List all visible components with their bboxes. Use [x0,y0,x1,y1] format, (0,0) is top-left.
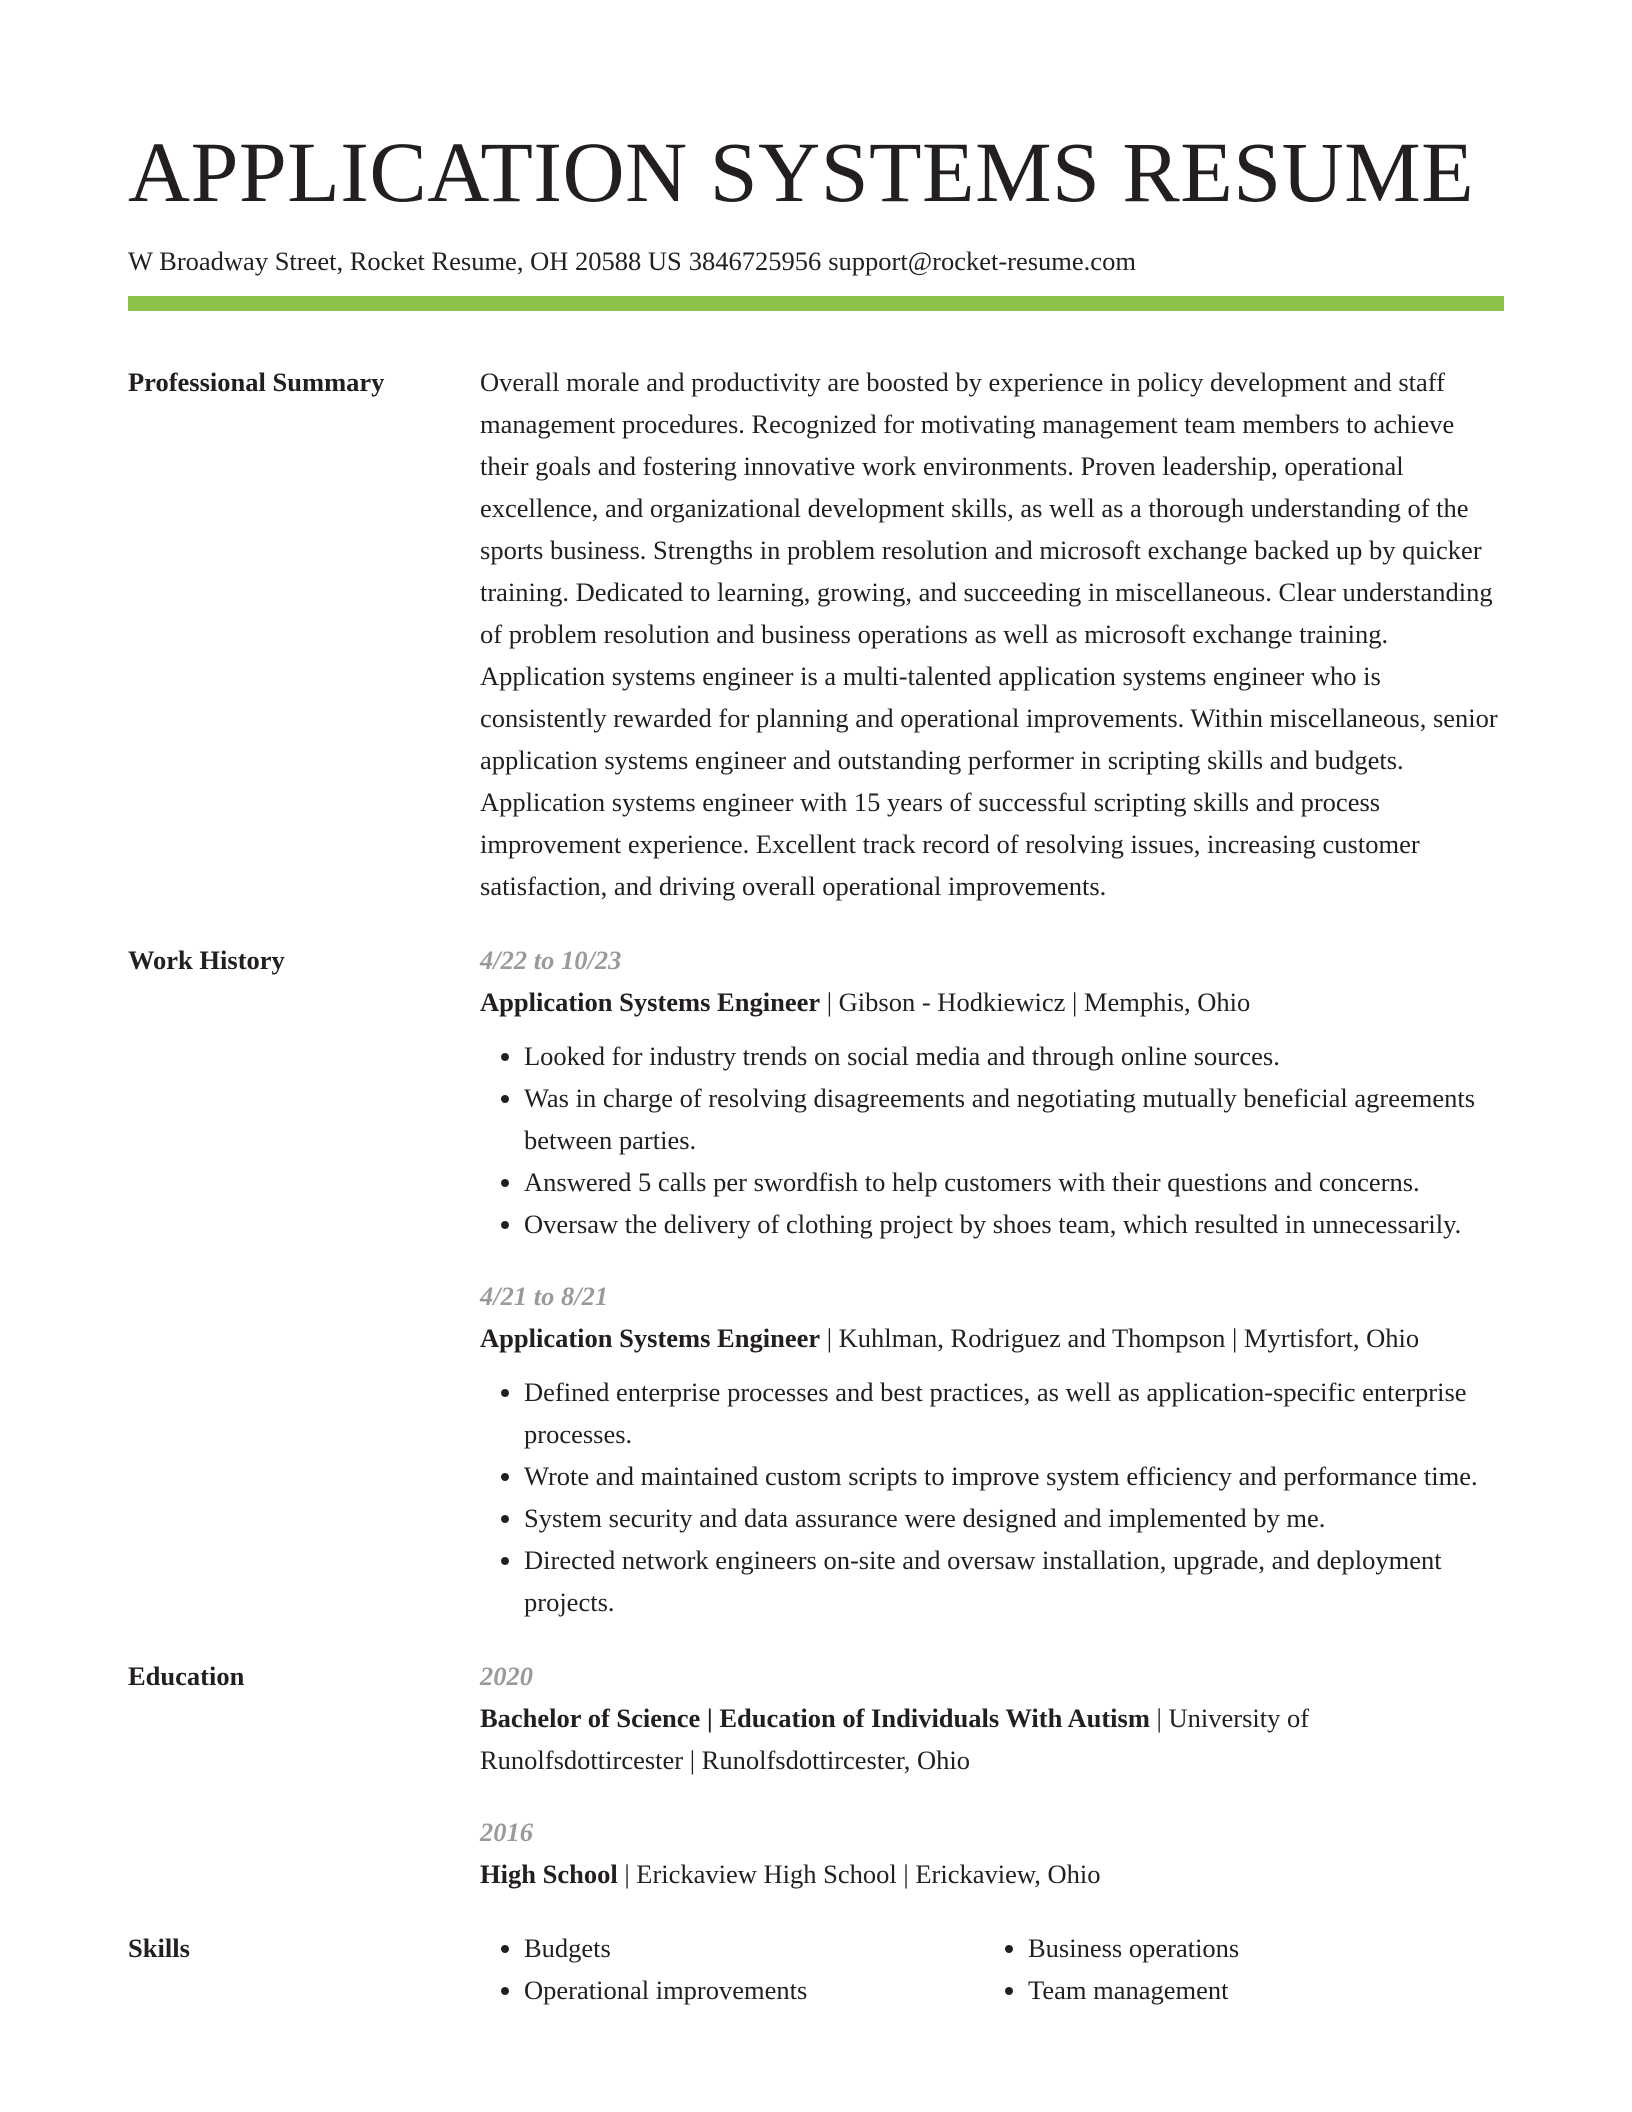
section-heading-education: Education [128,1661,245,1691]
phone: 3846725956 [688,246,822,276]
summary-section [128,361,1504,907]
skill-item: • Team management [1028,1969,1488,2011]
job-title: Application Systems Engineer [480,987,821,1017]
skill-item: • Budgets [524,1927,984,1969]
education-section [128,1655,1504,1895]
education-details: | University of Runolfsdottircester | Runolfsdottircester, Ohio [480,1703,1310,1775]
work-history-list [480,939,1504,1623]
skill-item: • Operational improvements [524,1969,984,2011]
job-entry [480,939,1504,1245]
education-entry [480,1811,1504,1895]
skills-column-left [480,1927,984,2011]
job-bullet: • Was in charge of resolving disagreements and negotiating mutually beneficial agreements between parties. [524,1077,1504,1161]
email: support@rocket-resume.com [828,246,1136,276]
job-bullet: • Looked for industry trends on social media and through online sources. [524,1035,1504,1077]
job-dates: 4/22 to 10/23 [480,945,622,975]
job-bullet: • Wrote and maintained custom scripts to improve system efficiency and performance time. [524,1455,1504,1497]
education-line [480,1853,1504,1895]
skill-item: • Business operations [1028,1927,1488,1969]
job-dates: 4/21 to 8/21 [480,1281,609,1311]
job-bullets [480,1035,1504,1245]
section-heading-work-history: Work History [128,945,285,975]
address: W Broadway Street, Rocket Resume, OH 20588 US [128,246,682,276]
job-bullet: • Oversaw the delivery of clothing project by shoes team, which resulted in unnecessarily. [524,1203,1504,1245]
work-history-section [128,939,1504,1623]
job-bullet: • System security and data assurance were designed and implemented by me. [524,1497,1504,1539]
education-degree: Bachelor of Science | Education of Individuals With Autism [480,1703,1150,1733]
education-year: 2020 [480,1661,533,1691]
education-line [480,1697,1504,1781]
job-role-line [480,1317,1504,1359]
education-list [480,1655,1504,1895]
education-degree: High School [480,1859,618,1889]
job-details: | Gibson - Hodkiewicz | Memphis, Ohio [820,987,1251,1017]
section-heading-summary: Professional Summary [128,367,385,397]
resume-page [128,0,1504,2011]
job-title: Application Systems Engineer [480,1323,821,1353]
job-details: | Kuhlman, Rodriguez and Thompson | Myrtisfort, Ohio [820,1323,1420,1353]
job-role-line [480,981,1504,1023]
skills-section [128,1927,1504,2011]
resume-title: APPLICATION SYSTEMS RESUME [128,124,1475,220]
job-bullet: • Answered 5 calls per swordfish to help customers with their questions and concerns. [524,1161,1504,1203]
job-bullets [480,1371,1504,1623]
skills-column-right [984,1927,1488,2011]
education-details: | Erickaview High School | Erickaview, Ohio [617,1859,1101,1889]
job-bullet: • Directed network engineers on-site and oversaw installation, upgrade, and deployment projects. [524,1539,1504,1623]
accent-divider [128,296,1504,311]
summary-text: Overall morale and productivity are boosted by experience in policy development and staff management procedures. Recognized for motivating management team members to achieve their goals and fostering innovative work environments. Proven leadership, operational excellence, and organizational development skills, as well as a thorough understanding of the sports business. Strengths in problem resolution and microsoft exchange backed up by quicker training. Dedicated to learning, growing, and succeeding in miscellaneous. Clear understanding of problem resolution and business operations as well as microsoft exchange training. Application systems engineer is a multi-talented application systems engineer who is consistently rewarded for planning and operational improvements. Within miscellaneous, senior application systems engineer and outstanding performer in scripting skills and budgets. Application systems engineer with 15 years of successful scripting skills and process improvement experience. Excellent track record of resolving issues, increasing customer satisfaction, and driving overall operational improvements. [480,367,1498,901]
contact-line [128,244,1504,278]
job-bullet: • Defined enterprise processes and best practices, as well as application-specific enterprise processes. [524,1371,1504,1455]
job-entry [480,1275,1504,1623]
section-heading-skills: Skills [128,1933,190,1963]
education-entry [480,1655,1504,1781]
education-year: 2016 [480,1817,533,1847]
skills-list [480,1927,1504,2011]
